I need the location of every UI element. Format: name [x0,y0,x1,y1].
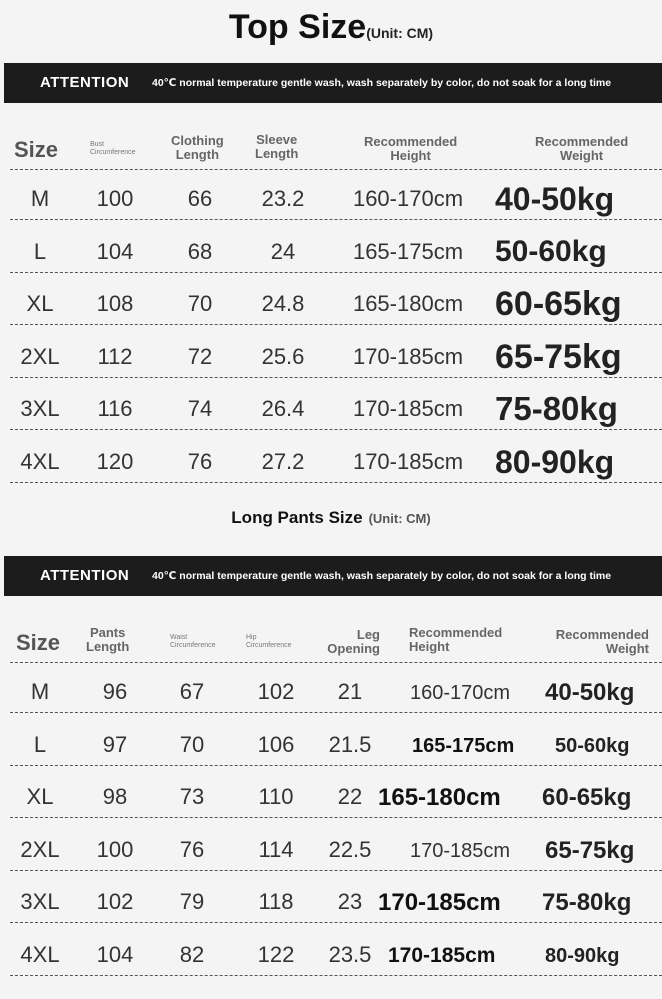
cell-waist: 76 [179,836,205,862]
cell-clothing-length: 76 [187,449,213,474]
cell-size: XL [26,291,54,317]
cell-hip: 110 [258,784,294,810]
header-sleeve-line2: Length [255,146,299,161]
row-divider [10,324,662,325]
header-hip-line1: Hip [246,634,257,641]
cell-size: 4XL [20,942,60,967]
cell-sleeve-length: 26.4 [261,396,305,422]
cell-pants-length: 100 [96,836,134,862]
header-recommended-height [364,135,457,163]
row-divider [10,975,662,976]
attention-text: 40℃ normal temperature gentle wash, wash separately by color, do not soak for a long time [152,77,612,89]
header-leg-line2: Opening [327,641,380,656]
cell-recommended-height: 165-180cm [378,784,501,812]
header-size: Size [16,630,61,655]
cell-waist: 79 [179,889,205,915]
pants-attention-banner [4,556,662,596]
cell-size: 2XL [20,343,60,369]
top-attention-banner [4,63,662,103]
cell-bust: 108 [96,291,134,317]
cell-recommended-weight: 75-80kg [495,390,618,428]
header-bust [90,141,136,157]
cell-recommended-weight: 65-75kg [545,836,635,864]
cell-pants-length: 98 [102,784,128,810]
cell-recommended-weight: 60-65kg [495,285,622,324]
cell-recommended-height: 170-185cm [410,839,511,862]
cell-bust: 116 [97,396,133,422]
cell-recommended-weight: 40-50kg [495,181,615,217]
cell-waist: 73 [179,784,205,810]
cell-bust: 120 [96,449,134,474]
top-size-title [0,8,662,47]
header-pants-line2: Length [86,639,130,654]
header-clothing-length [171,134,224,162]
top-size-unit: (Unit: CM) [366,25,434,41]
cell-size: XL [26,784,54,810]
attention-text: 40℃ normal temperature gentle wash, wash separately by color, do not soak for a long time [152,570,612,582]
pants-size-unit: (Unit: CM) [368,511,431,526]
header-waist-line2: Circumference [170,642,216,649]
cell-recommended-height: 160-170cm [352,186,464,211]
cell-recommended-weight: 80-90kg [545,945,620,967]
cell-recommended-height: 165-175cm [352,238,464,264]
cell-leg-opening: 23.5 [328,942,372,967]
row-divider [10,870,662,871]
cell-size: M [30,679,50,704]
cell-pants-length: 96 [102,679,128,704]
row-divider [10,712,662,713]
cell-recommended-height: 170-185cm [352,343,464,369]
cell-size: 3XL [20,396,60,422]
header-weight-line1: Recommended [555,627,649,642]
cell-pants-length: 102 [96,889,134,915]
row-divider [10,429,662,430]
header-hip-line2: Circumference [246,642,292,649]
row-divider [10,817,662,818]
cell-sleeve-length: 27.2 [261,449,305,474]
header-bust-line1: Bust [90,141,105,148]
cell-recommended-weight: 40-50kg [545,679,635,706]
header-leg-opening [324,628,380,656]
cell-recommended-height: 165-175cm [412,734,515,757]
row-divider [10,377,662,378]
header-recommended-weight [553,628,649,656]
header-leg-line1: Leg [356,627,380,642]
header-size: Size [14,137,59,162]
header-weight-line1: Recommended [535,134,629,149]
cell-bust: 112 [97,343,133,369]
header-recommended-height [409,626,502,654]
cell-clothing-length: 74 [187,396,213,422]
cell-recommended-weight: 50-60kg [555,734,630,757]
cell-size: 4XL [20,449,60,474]
cell-recommended-weight: 75-80kg [542,889,632,917]
cell-clothing-length: 72 [187,343,213,369]
cell-clothing-length: 68 [187,238,213,264]
header-bust-line2: Circumference [90,149,136,156]
cell-leg-opening: 23 [337,889,363,915]
cell-recommended-weight: 65-75kg [495,337,622,376]
cell-sleeve-length: 24.8 [261,291,305,317]
cell-size: 3XL [20,889,60,915]
cell-hip: 118 [258,889,294,915]
row-divider [10,272,662,273]
row-divider [10,169,662,170]
header-clothing-line1: Clothing [171,133,224,148]
header-sleeve-line1: Sleeve [256,132,298,147]
cell-bust: 104 [96,238,134,264]
row-divider [10,765,662,766]
cell-sleeve-length: 23.2 [261,186,305,211]
cell-hip: 102 [257,679,295,704]
cell-sleeve-length: 24 [270,238,296,264]
cell-pants-length: 104 [96,942,134,967]
header-hip [246,634,292,650]
cell-clothing-length: 66 [187,186,213,211]
cell-recommended-height: 165-180cm [352,291,464,317]
cell-recommended-height: 160-170cm [410,682,511,704]
cell-recommended-height: 170-185cm [378,889,501,917]
attention-label: ATTENTION [40,74,130,91]
cell-recommended-height: 170-185cm [352,396,464,422]
cell-waist: 67 [179,679,205,704]
cell-hip: 122 [257,942,295,967]
header-height-line1: Recommended [409,625,503,640]
header-pants-length [86,626,129,654]
cell-clothing-length: 70 [187,291,213,317]
cell-size: M [30,186,50,211]
row-divider [10,662,662,663]
cell-waist: 70 [179,731,205,757]
header-waist [170,634,216,650]
header-height-line1: Recommended [364,134,458,149]
header-recommended-weight [535,135,628,163]
cell-pants-length: 97 [102,731,128,757]
pants-size-title [0,508,662,528]
cell-leg-opening: 21 [337,679,363,704]
cell-hip: 114 [258,836,294,862]
cell-recommended-weight: 50-60kg [495,234,607,268]
row-divider [10,482,662,483]
cell-recommended-height: 170-185cm [388,944,496,967]
attention-label: ATTENTION [40,567,130,584]
cell-leg-opening: 22 [337,784,363,810]
cell-recommended-weight: 60-65kg [542,784,632,812]
cell-size: L [33,731,47,757]
header-clothing-line2: Length [175,147,220,162]
cell-size: 2XL [20,836,60,862]
cell-bust: 100 [96,186,134,211]
top-size-heading: Top Size [228,8,367,46]
cell-recommended-weight: 80-90kg [495,444,615,480]
row-divider [10,219,662,220]
header-weight-line2: Weight [605,641,649,656]
header-sleeve-length [255,133,298,161]
header-pants-line1: Pants [89,625,126,640]
cell-sleeve-length: 25.6 [261,343,305,369]
header-height-line2: Height [409,639,450,654]
cell-leg-opening: 22.5 [328,836,372,862]
cell-leg-opening: 21.5 [328,731,372,757]
header-weight-line2: Weight [560,148,604,163]
pants-size-heading: Long Pants Size [231,508,363,527]
cell-size: L [33,238,47,264]
cell-waist: 82 [179,942,205,967]
row-divider [10,922,662,923]
header-waist-line1: Waist [170,634,188,641]
cell-hip: 106 [257,731,295,757]
header-height-line2: Height [390,148,431,163]
cell-recommended-height: 170-185cm [352,449,464,474]
